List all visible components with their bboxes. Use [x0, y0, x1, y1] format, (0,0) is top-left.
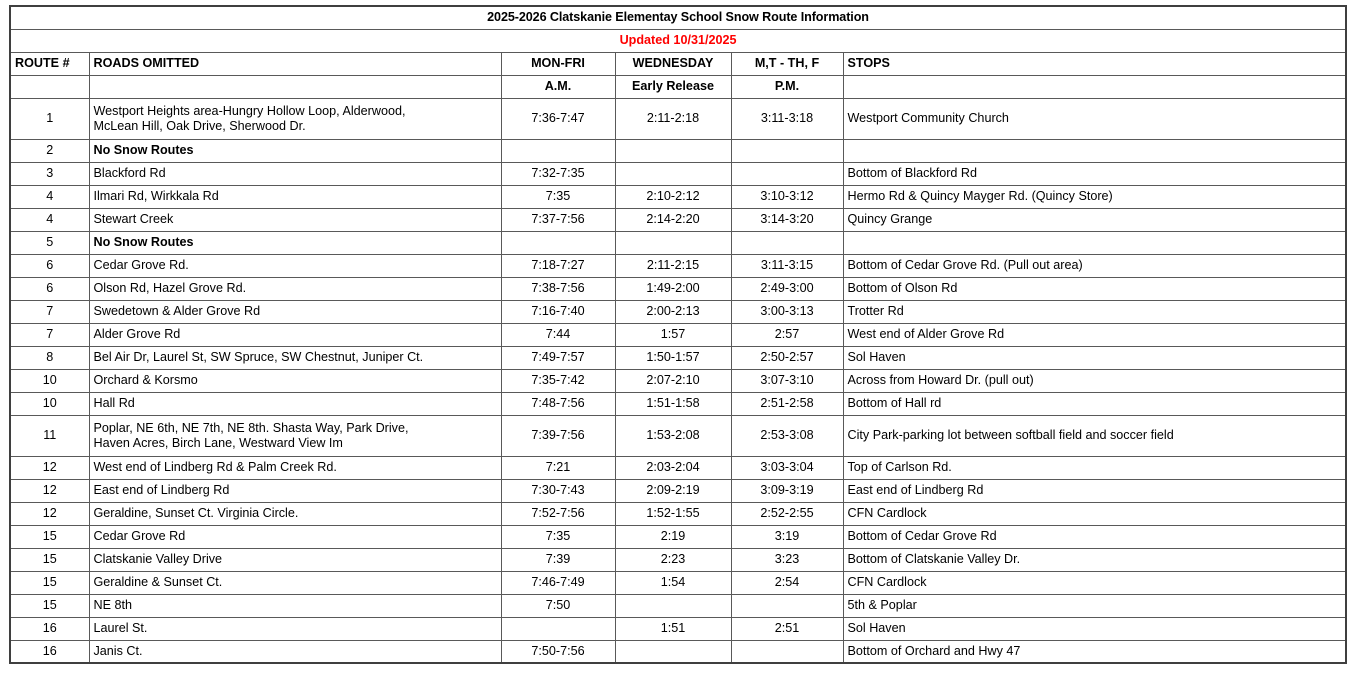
snow-route-table	[9, 5, 1347, 664]
cell-stops: Bottom of Olson Rd	[843, 277, 1346, 300]
cell-early-release-time: 2:09-2:19	[615, 479, 731, 502]
table-row	[10, 346, 1346, 369]
column-header-mtthf: M,T - TH, F	[731, 52, 843, 75]
cell-route: 12	[10, 456, 89, 479]
header-row	[10, 52, 1346, 75]
updated-date: Updated 10/31/2025	[10, 29, 1346, 52]
cell-roads-omitted: West end of Lindberg Rd & Palm Creek Rd.	[89, 456, 501, 479]
cell-route: 15	[10, 548, 89, 571]
cell-am-time: 7:37-7:56	[501, 208, 615, 231]
subheader-route	[10, 75, 89, 98]
cell-pm-time: 2:49-3:00	[731, 277, 843, 300]
cell-roads-omitted: Janis Ct.	[89, 640, 501, 663]
roads-line-2: Haven Acres, Birch Lane, Westward View Im	[93, 435, 343, 450]
cell-pm-time: 3:23	[731, 548, 843, 571]
cell-roads-omitted	[89, 98, 501, 139]
cell-route: 16	[10, 617, 89, 640]
cell-am-time: 7:21	[501, 456, 615, 479]
cell-pm-time: 2:53-3:08	[731, 415, 843, 456]
column-header-stops: STOPS	[843, 52, 1346, 75]
cell-roads-omitted: Ilmari Rd, Wirkkala Rd	[89, 185, 501, 208]
cell-stops: Across from Howard Dr. (pull out)	[843, 369, 1346, 392]
cell-stops	[843, 231, 1346, 254]
cell-am-time: 7:32-7:35	[501, 162, 615, 185]
cell-roads-omitted: Bel Air Dr, Laurel St, SW Spruce, SW Chestnut, Juniper Ct.	[89, 346, 501, 369]
cell-stops: Bottom of Hall rd	[843, 392, 1346, 415]
cell-route: 5	[10, 231, 89, 254]
cell-early-release-time	[615, 594, 731, 617]
cell-stops: Sol Haven	[843, 617, 1346, 640]
table-row	[10, 640, 1346, 663]
cell-early-release-time: 2:03-2:04	[615, 456, 731, 479]
cell-stops: Westport Community Church	[843, 98, 1346, 139]
cell-stops	[843, 139, 1346, 162]
cell-early-release-time: 1:54	[615, 571, 731, 594]
cell-route: 6	[10, 277, 89, 300]
table-row	[10, 185, 1346, 208]
cell-pm-time: 2:51-2:58	[731, 392, 843, 415]
cell-roads-omitted: Alder Grove Rd	[89, 323, 501, 346]
column-header-wednesday: WEDNESDAY	[615, 52, 731, 75]
cell-am-time: 7:38-7:56	[501, 277, 615, 300]
cell-stops: Trotter Rd	[843, 300, 1346, 323]
cell-am-time	[501, 231, 615, 254]
table-row	[10, 525, 1346, 548]
cell-stops: Bottom of Blackford Rd	[843, 162, 1346, 185]
cell-stops: Quincy Grange	[843, 208, 1346, 231]
cell-roads-omitted: Olson Rd, Hazel Grove Rd.	[89, 277, 501, 300]
cell-route: 11	[10, 415, 89, 456]
cell-route: 1	[10, 98, 89, 139]
cell-early-release-time: 2:11-2:15	[615, 254, 731, 277]
cell-am-time: 7:30-7:43	[501, 479, 615, 502]
cell-stops: 5th & Poplar	[843, 594, 1346, 617]
cell-stops: Bottom of Orchard and Hwy 47	[843, 640, 1346, 663]
roads-line-1: Poplar, NE 6th, NE 7th, NE 8th. Shasta Way, Park Drive,	[93, 420, 409, 435]
table-row	[10, 139, 1346, 162]
cell-early-release-time: 2:23	[615, 548, 731, 571]
cell-roads-omitted: Geraldine & Sunset Ct.	[89, 571, 501, 594]
cell-pm-time	[731, 162, 843, 185]
cell-roads-omitted: Hall Rd	[89, 392, 501, 415]
cell-am-time: 7:39	[501, 548, 615, 571]
cell-pm-time: 3:03-3:04	[731, 456, 843, 479]
table-row	[10, 98, 1346, 139]
cell-pm-time: 3:09-3:19	[731, 479, 843, 502]
table-row	[10, 479, 1346, 502]
cell-route: 3	[10, 162, 89, 185]
cell-stops: CFN Cardlock	[843, 571, 1346, 594]
cell-pm-time: 3:11-3:15	[731, 254, 843, 277]
cell-route: 15	[10, 525, 89, 548]
subheader-wednesday: Early Release	[615, 75, 731, 98]
cell-am-time: 7:46-7:49	[501, 571, 615, 594]
cell-route: 6	[10, 254, 89, 277]
cell-early-release-time: 1:53-2:08	[615, 415, 731, 456]
cell-stops: City Park-parking lot between softball field and soccer field	[843, 415, 1346, 456]
cell-route: 4	[10, 185, 89, 208]
subheader-stops	[843, 75, 1346, 98]
cell-am-time: 7:18-7:27	[501, 254, 615, 277]
cell-stops: West end of Alder Grove Rd	[843, 323, 1346, 346]
cell-pm-time: 2:52-2:55	[731, 502, 843, 525]
table-row	[10, 415, 1346, 456]
table-row	[10, 208, 1346, 231]
cell-pm-time: 3:07-3:10	[731, 369, 843, 392]
cell-roads-omitted: Geraldine, Sunset Ct. Virginia Circle.	[89, 502, 501, 525]
cell-route: 10	[10, 392, 89, 415]
cell-route: 10	[10, 369, 89, 392]
cell-early-release-time: 1:57	[615, 323, 731, 346]
cell-am-time: 7:39-7:56	[501, 415, 615, 456]
cell-early-release-time: 1:52-1:55	[615, 502, 731, 525]
cell-pm-time: 3:00-3:13	[731, 300, 843, 323]
cell-roads-omitted: Clatskanie Valley Drive	[89, 548, 501, 571]
cell-am-time: 7:52-7:56	[501, 502, 615, 525]
table-body	[10, 6, 1346, 663]
cell-route: 12	[10, 502, 89, 525]
cell-am-time: 7:48-7:56	[501, 392, 615, 415]
cell-route: 15	[10, 594, 89, 617]
table-row	[10, 162, 1346, 185]
cell-roads-omitted: Cedar Grove Rd.	[89, 254, 501, 277]
cell-route: 4	[10, 208, 89, 231]
cell-roads-omitted: Orchard & Korsmo	[89, 369, 501, 392]
roads-line-2: McLean Hill, Oak Drive, Sherwood Dr.	[93, 118, 306, 133]
cell-am-time: 7:50-7:56	[501, 640, 615, 663]
table-row	[10, 323, 1346, 346]
cell-roads-omitted: Swedetown & Alder Grove Rd	[89, 300, 501, 323]
column-header-monfri: MON-FRI	[501, 52, 615, 75]
cell-early-release-time	[615, 139, 731, 162]
cell-early-release-time	[615, 162, 731, 185]
cell-early-release-time: 2:14-2:20	[615, 208, 731, 231]
table-row	[10, 456, 1346, 479]
cell-roads-omitted: No Snow Routes	[89, 139, 501, 162]
cell-pm-time: 2:57	[731, 323, 843, 346]
updated-row	[10, 29, 1346, 52]
cell-stops: Top of Carlson Rd.	[843, 456, 1346, 479]
cell-am-time: 7:49-7:57	[501, 346, 615, 369]
subheader-row	[10, 75, 1346, 98]
cell-early-release-time: 1:51	[615, 617, 731, 640]
cell-am-time: 7:44	[501, 323, 615, 346]
cell-route: 7	[10, 323, 89, 346]
cell-am-time: 7:35-7:42	[501, 369, 615, 392]
cell-am-time	[501, 139, 615, 162]
table-row	[10, 548, 1346, 571]
subheader-mtthf: P.M.	[731, 75, 843, 98]
cell-pm-time: 3:11-3:18	[731, 98, 843, 139]
cell-early-release-time: 2:11-2:18	[615, 98, 731, 139]
cell-early-release-time: 2:10-2:12	[615, 185, 731, 208]
table-row	[10, 392, 1346, 415]
cell-early-release-time: 2:00-2:13	[615, 300, 731, 323]
column-header-roads: ROADS OMITTED	[89, 52, 501, 75]
cell-pm-time	[731, 231, 843, 254]
table-row	[10, 231, 1346, 254]
cell-pm-time	[731, 640, 843, 663]
table-row	[10, 617, 1346, 640]
cell-roads-omitted: Laurel St.	[89, 617, 501, 640]
cell-roads-omitted: No Snow Routes	[89, 231, 501, 254]
table-row	[10, 502, 1346, 525]
cell-pm-time: 2:50-2:57	[731, 346, 843, 369]
cell-route: 8	[10, 346, 89, 369]
cell-early-release-time: 2:07-2:10	[615, 369, 731, 392]
cell-roads-omitted: Cedar Grove Rd	[89, 525, 501, 548]
cell-stops: Bottom of Clatskanie Valley Dr.	[843, 548, 1346, 571]
cell-am-time: 7:35	[501, 525, 615, 548]
cell-early-release-time: 2:19	[615, 525, 731, 548]
cell-am-time: 7:36-7:47	[501, 98, 615, 139]
cell-pm-time: 3:10-3:12	[731, 185, 843, 208]
cell-am-time: 7:35	[501, 185, 615, 208]
cell-route: 16	[10, 640, 89, 663]
cell-pm-time: 2:51	[731, 617, 843, 640]
roads-line-1: Westport Heights area-Hungry Hollow Loop, Alderwood,	[93, 103, 406, 118]
column-header-route: ROUTE #	[10, 52, 89, 75]
cell-route: 15	[10, 571, 89, 594]
cell-am-time: 7:16-7:40	[501, 300, 615, 323]
snow-route-sheet	[9, 5, 1345, 664]
cell-roads-omitted: Blackford Rd	[89, 162, 501, 185]
cell-pm-time	[731, 594, 843, 617]
cell-early-release-time	[615, 231, 731, 254]
cell-stops: Hermo Rd & Quincy Mayger Rd. (Quincy Store)	[843, 185, 1346, 208]
cell-stops: Bottom of Cedar Grove Rd. (Pull out area)	[843, 254, 1346, 277]
cell-stops: CFN Cardlock	[843, 502, 1346, 525]
cell-am-time: 7:50	[501, 594, 615, 617]
subheader-roads	[89, 75, 501, 98]
cell-route: 2	[10, 139, 89, 162]
subheader-monfri: A.M.	[501, 75, 615, 98]
cell-pm-time: 3:14-3:20	[731, 208, 843, 231]
cell-early-release-time	[615, 640, 731, 663]
table-row	[10, 254, 1346, 277]
table-row	[10, 277, 1346, 300]
cell-roads-omitted: Stewart Creek	[89, 208, 501, 231]
cell-stops: East end of Lindberg Rd	[843, 479, 1346, 502]
table-row	[10, 571, 1346, 594]
table-row	[10, 300, 1346, 323]
cell-stops: Bottom of Cedar Grove Rd	[843, 525, 1346, 548]
cell-early-release-time: 1:49-2:00	[615, 277, 731, 300]
table-row	[10, 594, 1346, 617]
cell-roads-omitted: NE 8th	[89, 594, 501, 617]
cell-pm-time: 2:54	[731, 571, 843, 594]
cell-early-release-time: 1:51-1:58	[615, 392, 731, 415]
cell-early-release-time: 1:50-1:57	[615, 346, 731, 369]
cell-route: 7	[10, 300, 89, 323]
cell-roads-omitted	[89, 415, 501, 456]
cell-route: 12	[10, 479, 89, 502]
cell-roads-omitted: East end of Lindberg Rd	[89, 479, 501, 502]
cell-pm-time: 3:19	[731, 525, 843, 548]
cell-am-time	[501, 617, 615, 640]
table-row	[10, 369, 1346, 392]
title-row	[10, 6, 1346, 29]
cell-pm-time	[731, 139, 843, 162]
cell-stops: Sol Haven	[843, 346, 1346, 369]
page-title: 2025-2026 Clatskanie Elementay School Snow Route Information	[10, 6, 1346, 29]
